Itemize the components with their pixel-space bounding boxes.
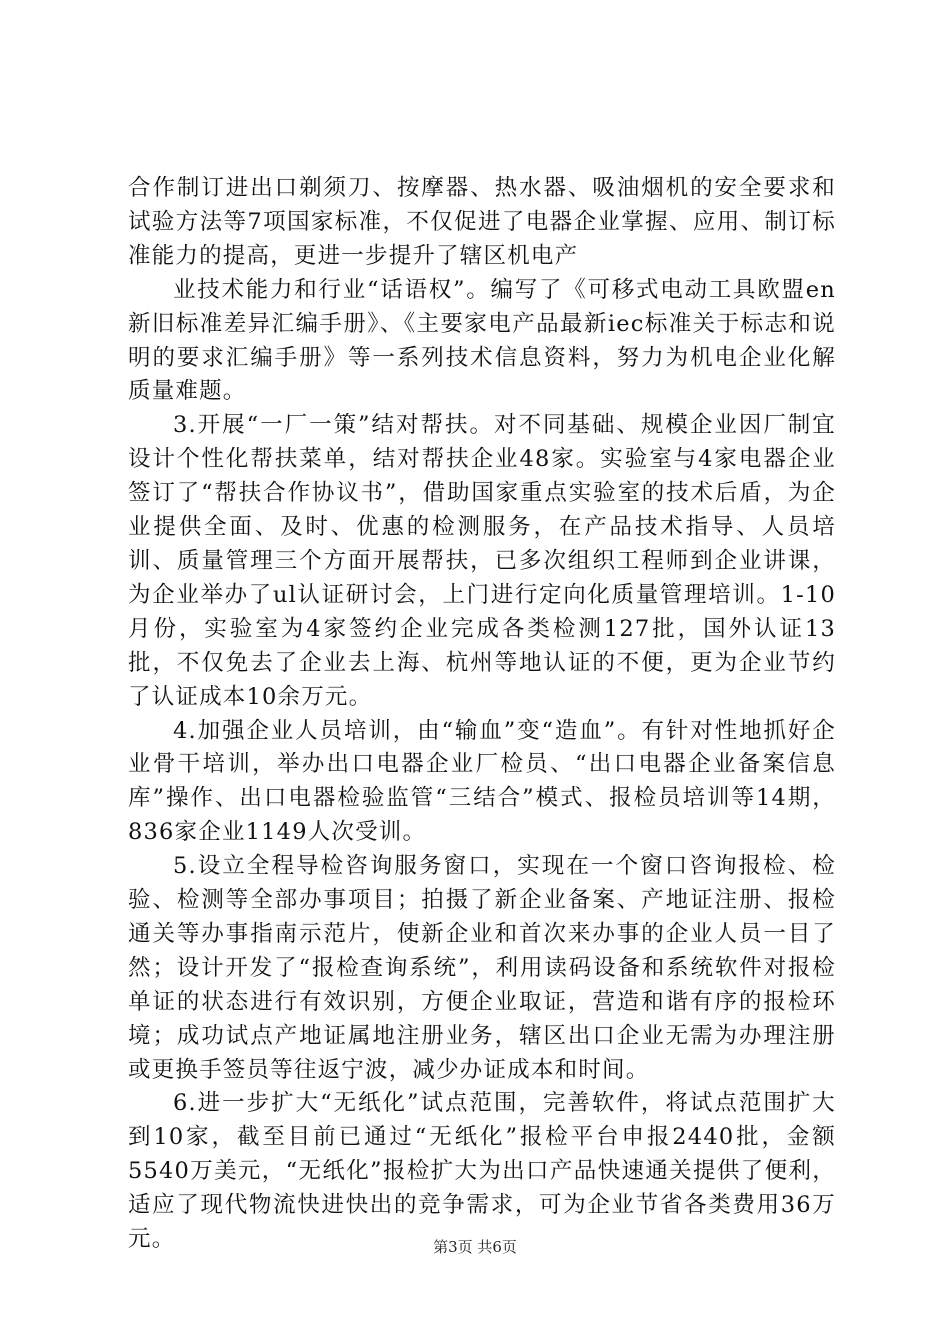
paragraph-4: 4.加强企业人员培训，由“输血”变“造血”。有针对性地抓好企业骨干培训，举办出口电器企业厂检员、“出口电器企业备案信息库”操作、出口电器检验监管“三结合”模式、报检员培训等14期，836家企业1149人次受训。 — [128, 717, 836, 846]
paragraph-2: 业技术能力和行业“话语权”。编写了《可移式电动工具欧盟en新旧标准差异汇编手册》、《主要家电产品最新iec标准关于标志和说明的要求汇编手册》等一系列技术信息资料，努力为机电企业化解质量难题。 — [128, 276, 836, 405]
paragraph-1: 合作制订进出口剃须刀、按摩器、热水器、吸油烟机的安全要求和试验方法等7项国家标准，不仅促进了电器企业掌握、应用、制订标准能力的提高，更进一步提升了辖区机电产 — [128, 175, 836, 269]
paragraph-6: 6.进一步扩大“无纸化”试点范围，完善软件，将试点范围扩大到10家，截至目前已通过“无纸化”报检平台申报2440批，金额5540万美元，“无纸化”报检扩大为出口产品快速通关提供了便利，适应了现代物流快进快出的竞争需求，可为企业节省各类费用36万元。 — [128, 1090, 836, 1253]
page-number-footer: 第3页 共6页 — [433, 1238, 517, 1256]
paragraph-3: 3.开展“一厂一策”结对帮扶。对不同基础、规模企业因厂制宜设计个性化帮扶菜单，结对帮扶企业48家。实验室与4家电器企业签订了“帮扶合作协议书”，借助国家重点实验室的技术后盾，为企业提供全面、及时、优惠的检测服务，在产品技术指导、人员培训、质量管理三个方面开展帮扶，已多次组织工程师到企业讲课，为企业举办了ul认证研讨会，上门进行定向化质量管理培训。1-10月份，实验室为4家签约企业完成各类检测127批，国外认证13批，不仅免去了企业去上海、杭州等地认证的不便，更为企业节约了认证成本10余万元。 — [128, 412, 836, 710]
paragraph-5: 5.设立全程导检咨询服务窗口，实现在一个窗口咨询报检、检验、检测等全部办事项目；拍摄了新企业备案、产地证注册、报检通关等办事指南示范片，使新企业和首次来办事的企业人员一目了然；设计开发了“报检查询系统”，利用读码设备和系统软件对报检单证的状态进行有效识别，方便企业取证，营造和谐有序的报检环境；成功试点产地证属地注册业务，辖区出口企业无需为办理注册或更换手签员等往返宁波，减少办证成本和时间。 — [128, 853, 836, 1083]
document-body — [128, 172, 836, 1257]
